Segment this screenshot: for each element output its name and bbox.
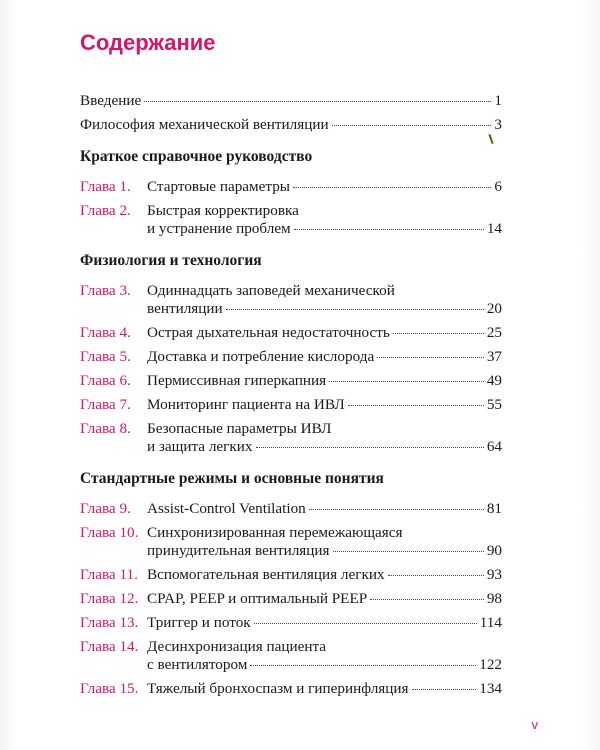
- chapter-label: Глава 1.: [80, 178, 131, 195]
- section-heading: Стандартные режимы и основные понятия: [80, 470, 384, 487]
- chapter-label: Глава 14.: [80, 638, 139, 655]
- dot-leader: [294, 229, 484, 230]
- toc-entry-page: 134: [479, 680, 502, 697]
- toc-entry-title: Стартовые параметры: [147, 178, 291, 195]
- toc-entry[interactable]: [80, 178, 502, 196]
- toc-entry-title: с вентилятором: [147, 656, 248, 673]
- dot-leader: [348, 405, 484, 406]
- toc-entry-title: Быстрая корректировка: [147, 202, 299, 219]
- toc-entry-page: 20: [486, 300, 502, 317]
- toc-entry[interactable]: [80, 324, 502, 342]
- toc-entry[interactable]: [80, 396, 502, 414]
- toc-entry-page: 64: [486, 438, 502, 455]
- toc-entry-page: 90: [486, 542, 502, 559]
- dot-leader: [370, 599, 484, 600]
- dot-leader: [144, 101, 491, 102]
- toc-entry-title: Безопасные параметры ИВЛ: [147, 420, 332, 437]
- dot-leader: [226, 309, 484, 310]
- toc-entry-page: 93: [486, 566, 502, 583]
- dot-leader: [329, 381, 484, 382]
- toc-entry-page: 98: [486, 590, 502, 607]
- toc-entry-page: 3: [494, 116, 502, 133]
- section-heading: Физиология и технология: [80, 252, 262, 269]
- toc-entry[interactable]: [80, 202, 502, 238]
- chapter-label: Глава 13.: [80, 614, 139, 631]
- toc-entry-title: Доставка и потребление кислорода: [147, 348, 375, 365]
- toc-entry-title: Введение: [80, 92, 142, 109]
- toc-entry-intro[interactable]: [80, 92, 502, 110]
- toc-entry-page: 25: [486, 324, 502, 341]
- dot-leader: [377, 357, 484, 358]
- dot-leader: [256, 447, 484, 448]
- toc-entry-page: 122: [479, 656, 502, 673]
- toc-entry[interactable]: [80, 638, 502, 674]
- toc-entry-title: и устранение проблем: [147, 220, 291, 237]
- dot-leader: [309, 509, 484, 510]
- sections-container: [80, 148, 502, 698]
- toc-entry[interactable]: [80, 282, 502, 318]
- chapter-label: Глава 15.: [80, 680, 139, 697]
- section-heading: Краткое справочное руководство: [80, 148, 313, 165]
- toc-entry-page: 6: [494, 178, 502, 195]
- dot-leader: [412, 689, 477, 690]
- toc-entry[interactable]: [80, 614, 502, 632]
- toc-entry-title: Тяжелый бронхоспазм и гиперинфляция: [147, 680, 409, 697]
- table-of-contents: [80, 92, 502, 704]
- page-title: Содержание: [80, 30, 216, 55]
- chapter-label: Глава 4.: [80, 324, 131, 341]
- toc-entry-title: и защита легких: [147, 438, 253, 455]
- toc-entry-page: 49: [486, 372, 502, 389]
- chapter-label: Глава 3.: [80, 282, 131, 299]
- toc-entry[interactable]: [80, 524, 502, 560]
- toc-entry-title: принудительная вентиляция: [147, 542, 330, 559]
- toc-entry-title: Острая дыхательная недостаточность: [147, 324, 390, 341]
- toc-entry-title: Синхронизированная перемежающаяся: [147, 524, 403, 541]
- toc-entry-philosophy[interactable]: [80, 116, 502, 134]
- toc-entry[interactable]: [80, 420, 502, 456]
- toc-entry-title: Вспомогательная вентиляция легких: [147, 566, 385, 583]
- dot-leader: [254, 623, 477, 624]
- toc-entry[interactable]: [80, 348, 502, 366]
- chapter-label: Глава 10.: [80, 524, 139, 541]
- toc-entry-page: 81: [486, 500, 502, 517]
- toc-entry-title: вентиляции: [147, 300, 223, 317]
- toc-entry[interactable]: [80, 680, 502, 698]
- chapter-label: Глава 12.: [80, 590, 139, 607]
- toc-entry-title: Assist-Control Ventilation: [147, 500, 306, 517]
- chapter-label: Глава 6.: [80, 372, 131, 389]
- toc-entry[interactable]: [80, 590, 502, 608]
- toc-entry-title: Пермиссивная гиперкапния: [147, 372, 327, 389]
- page-number: v: [531, 717, 538, 732]
- toc-entry-title: Десинхронизация пациента: [147, 638, 327, 655]
- dot-leader: [388, 575, 484, 576]
- toc-entry-page: 55: [486, 396, 502, 413]
- chapter-label: Глава 2.: [80, 202, 131, 219]
- dot-leader: [333, 551, 484, 552]
- chapter-label: Глава 7.: [80, 396, 131, 413]
- toc-entry-title: Триггер и поток: [147, 614, 251, 631]
- toc-entry-page: 1: [494, 92, 502, 109]
- toc-entry-title: CPAP, PEEP и оптимальный PEEP: [147, 590, 368, 607]
- toc-entry-page: 114: [479, 614, 502, 631]
- toc-entry-title: Одиннадцать заповедей механической: [147, 282, 395, 299]
- dot-leader: [293, 187, 491, 188]
- chapter-label: Глава 9.: [80, 500, 131, 517]
- dot-leader: [393, 333, 484, 334]
- toc-entry[interactable]: [80, 372, 502, 390]
- chapter-label: Глава 11.: [80, 566, 138, 583]
- chapter-label: Глава 8.: [80, 420, 131, 437]
- dot-leader: [332, 125, 492, 126]
- toc-entry-title: Мониторинг пациента на ИВЛ: [147, 396, 345, 413]
- dot-leader: [250, 665, 476, 666]
- toc-entry-page: 37: [486, 348, 502, 365]
- toc-entry-page: 14: [486, 220, 502, 237]
- chapter-label: Глава 5.: [80, 348, 131, 365]
- toc-entry-title: Философия механической вентиляции: [80, 116, 329, 133]
- toc-entry[interactable]: [80, 500, 502, 518]
- toc-entry[interactable]: [80, 566, 502, 584]
